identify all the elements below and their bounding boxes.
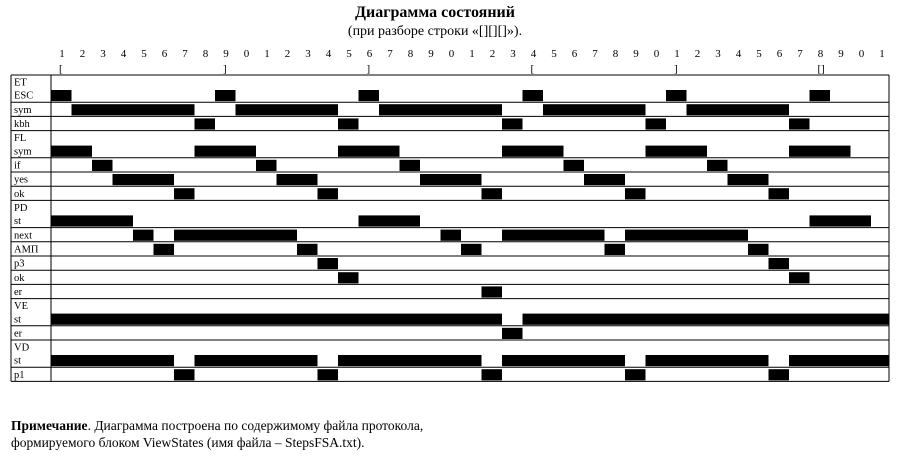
state-bar: [666, 90, 687, 101]
state-bar: [195, 118, 216, 129]
tick-label: 7: [797, 48, 803, 60]
tick-label: 5: [551, 48, 557, 60]
state-bar: [133, 230, 154, 241]
state-bar: [482, 188, 503, 199]
state-bar: [338, 118, 359, 129]
state-bar: [174, 369, 195, 380]
state-bar: [502, 146, 564, 157]
state-bar: [236, 104, 339, 115]
tick-label: 9: [428, 48, 434, 60]
tick-label: 7: [387, 48, 393, 60]
row-label: kbh: [14, 119, 30, 131]
state-bar: [379, 104, 502, 115]
state-bar: [502, 230, 605, 241]
state-bar: [789, 118, 810, 129]
tick-label: 3: [715, 48, 721, 60]
group-label: PD: [14, 202, 28, 214]
state-bar: [625, 188, 646, 199]
tick-label: 5: [346, 48, 352, 60]
tick-label: 9: [633, 48, 639, 60]
row-label: sym: [14, 146, 32, 158]
state-bar: [318, 258, 339, 269]
state-bar: [748, 244, 769, 255]
state-bar: [646, 146, 708, 157]
state-bar: [789, 146, 851, 157]
row-label: ok: [14, 272, 25, 284]
tick-label: 1: [674, 48, 680, 60]
state-bar: [174, 230, 297, 241]
tick-label: 0: [858, 48, 865, 60]
state-bar: [625, 369, 646, 380]
state-bar: [564, 160, 585, 171]
tick-label: 8: [612, 48, 619, 60]
tick-label: 2: [489, 48, 496, 60]
tick-label: 5: [756, 48, 762, 60]
footnote: [11, 417, 423, 451]
tick-label: 2: [694, 48, 701, 60]
bracket-marker: []: [817, 63, 825, 75]
diagram-title: Диаграмма состояний: [355, 4, 515, 21]
footnote-bold: Примечание: [11, 418, 88, 433]
row-label: ok: [14, 188, 25, 200]
tick-label: 0: [243, 48, 250, 60]
bracket-marker: ]: [223, 63, 227, 75]
footnote-text-1: . Диаграмма построена по содержимому файла протокола,: [87, 418, 424, 433]
state-bar: [502, 118, 523, 129]
state-bar: [502, 328, 523, 339]
row-label: ESC: [14, 90, 34, 102]
tick-label: 1: [469, 48, 475, 60]
tick-label: 5: [141, 48, 147, 60]
state-bar: [769, 258, 790, 269]
state-bar: [523, 90, 544, 101]
state-bar: [318, 369, 339, 380]
state-bar: [51, 215, 133, 226]
state-bar: [789, 272, 810, 283]
state-bar: [605, 244, 626, 255]
state-bar: [810, 90, 831, 101]
state-bar: [646, 355, 769, 366]
row-label: p1: [14, 369, 25, 381]
state-bar: [543, 104, 646, 115]
row-label: st: [14, 216, 22, 228]
tick-label: 3: [100, 48, 106, 60]
state-bar: [195, 355, 318, 366]
state-bar: [51, 90, 72, 101]
tick-label: 6: [571, 48, 578, 60]
row-label: АМП: [14, 244, 39, 256]
group-label: VD: [14, 342, 30, 354]
state-bar: [51, 146, 92, 157]
tick-label: 8: [202, 48, 209, 60]
state-bar: [687, 104, 790, 115]
state-bar: [195, 146, 257, 157]
state-bar: [646, 118, 667, 129]
state-bar: [215, 90, 236, 101]
tick-label: 6: [161, 48, 168, 60]
state-bar: [461, 244, 482, 255]
bracket-marker: [: [530, 63, 535, 75]
tick-label: 7: [592, 48, 598, 60]
group-label: ET: [14, 77, 27, 89]
row-label: st: [14, 314, 22, 326]
state-bar: [338, 146, 400, 157]
state-bar: [277, 174, 318, 185]
state-bar: [359, 215, 421, 226]
state-bar: [584, 174, 625, 185]
state-bar: [338, 272, 359, 283]
state-bar: [72, 104, 195, 115]
state-bar: [625, 230, 748, 241]
state-bar: [174, 188, 195, 199]
state-bar: [420, 174, 482, 185]
diagram-subtitle: (при разборе строки «[][][]»).: [347, 24, 523, 39]
tick-label: 1: [59, 48, 65, 60]
tick-label: 6: [776, 48, 783, 60]
state-bar: [502, 355, 625, 366]
state-bar: [769, 188, 790, 199]
state-bar: [256, 160, 277, 171]
tick-label: 3: [510, 48, 516, 60]
state-bar: [318, 188, 339, 199]
state-bar: [400, 160, 421, 171]
state-bar: [359, 90, 380, 101]
group-label: FL: [14, 133, 27, 145]
state-bar: [789, 355, 889, 366]
state-bar: [707, 160, 728, 171]
tick-label: 0: [653, 48, 660, 60]
state-bar: [51, 355, 174, 366]
state-bar: [482, 286, 503, 297]
tick-label: 7: [182, 48, 188, 60]
state-bar: [113, 174, 175, 185]
tick-label: 1: [264, 48, 270, 60]
row-label: p3: [14, 258, 25, 270]
tick-label: 0: [448, 48, 455, 60]
state-bar: [482, 369, 503, 380]
tick-label: 4: [530, 48, 537, 60]
state-bar: [338, 355, 482, 366]
tick-label: 9: [223, 48, 229, 60]
footnote-line-2: формируемого блоком ViewStates (имя файла – StepsFSA.txt).: [11, 435, 365, 450]
tick-label: 8: [407, 48, 414, 60]
tick-label: 8: [817, 48, 824, 60]
tick-label: 4: [325, 48, 332, 60]
state-bar: [51, 314, 502, 325]
footnote-line-1: [11, 417, 423, 434]
tick-label: 3: [305, 48, 311, 60]
row-label: yes: [14, 174, 28, 186]
row-label: next: [14, 230, 33, 242]
row-label: sym: [14, 104, 32, 116]
state-bar: [92, 160, 113, 171]
tick-label: 4: [120, 48, 127, 60]
state-bar: [728, 174, 769, 185]
state-bar: [523, 314, 890, 325]
row-label: er: [14, 287, 23, 299]
state-bar: [769, 369, 790, 380]
row-label: if: [14, 160, 21, 172]
tick-label: 4: [735, 48, 742, 60]
tick-label: 9: [838, 48, 844, 60]
bracket-marker: ]: [366, 63, 371, 75]
tick-label: 1: [879, 48, 885, 60]
tick-label: 2: [284, 48, 291, 60]
state-bar: [154, 244, 175, 255]
state-bar: [441, 230, 462, 241]
bracket-marker: ]: [674, 63, 678, 75]
row-label: st: [14, 355, 22, 367]
bracket-marker: [: [59, 63, 63, 75]
tick-label: 6: [366, 48, 373, 60]
group-label: VE: [14, 301, 28, 313]
row-label: er: [14, 328, 23, 340]
tick-label: 2: [79, 48, 86, 60]
state-bar: [810, 215, 872, 226]
state-bar: [297, 244, 318, 255]
